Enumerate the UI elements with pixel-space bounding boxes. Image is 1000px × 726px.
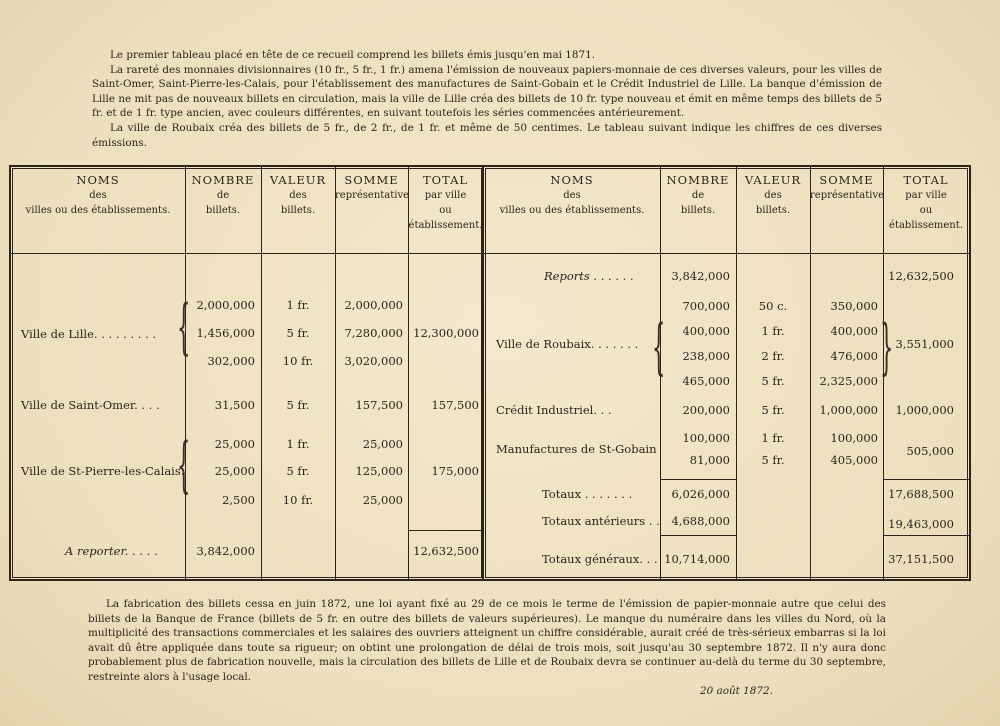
cell-valeur: 5 fr.	[761, 374, 785, 388]
cell-nombre: 25,000	[214, 464, 255, 478]
cell-nombre: 2,000,000	[196, 298, 255, 312]
left-table	[9, 165, 485, 581]
cell-valeur: 5 fr.	[761, 403, 785, 417]
cell-nombre: 238,000	[682, 349, 730, 363]
intro-text	[92, 48, 882, 150]
cell-total: 37,151,500	[888, 552, 954, 566]
header-somme: SOMME représentative	[335, 173, 410, 201]
cell-somme: 1,000,000	[819, 403, 878, 417]
cell-nombre: 700,000	[682, 299, 730, 313]
cell-valeur: 1 fr.	[286, 298, 310, 312]
header-valeur: VALEUR des billets.	[269, 173, 327, 216]
brace-icon: {	[652, 312, 666, 382]
brace-icon: {	[177, 292, 191, 362]
cell-valeur: 1 fr.	[761, 431, 785, 445]
cell-total: 175,000	[431, 464, 479, 478]
row-name-saint-pierre: Ville de St-Pierre-les-Calais.	[21, 464, 185, 478]
intro-paragraph-2: La rareté des monnaies divisionnaires (10 fr., 5 fr., 1 fr.) amena l'émission de nouveaux papiers-monnaie de ces diverses valeurs, pour les villes de Saint-Omer, Saint-Pierre-les-Calais, pour l'établissement des manufactures de Saint-Gobain et le Crédit Industriel de Lille. La banque d'émission de Lille ne mit pas de nouveaux billets en circulation, mais la ville de Lille créa des billets de 10 fr. type nouveau et émit en même temps des billets de 5 fr. et de 1 fr. type ancien, avec couleurs différentes, en suivant toutefois les séries commencées antérieurement.	[92, 63, 882, 120]
cell-somme: 476,000	[830, 349, 878, 363]
cell-valeur: 2 fr.	[761, 349, 785, 363]
cell-valeur: 5 fr.	[286, 326, 310, 340]
row-name-st-gobain: Manufactures de St-Gobain	[496, 442, 657, 456]
cell-somme: 25,000	[362, 437, 403, 451]
cell-valeur: 1 fr.	[761, 324, 785, 338]
header-nombre: NOMBRE de billets.	[191, 173, 255, 216]
cell-valeur: 5 fr.	[286, 398, 310, 412]
header-total: TOTAL par ville ou établissement.	[889, 173, 963, 231]
intro-paragraph-3: La ville de Roubaix créa des billets de 5 fr., de 2 fr., de 1 fr. et même de 50 centimes. Le tableau suivant indique les chiffres de ces diverses émissions.	[92, 121, 882, 149]
cell-total: 12,300,000	[413, 326, 479, 340]
cell-valeur: 5 fr.	[761, 453, 785, 467]
intro-paragraph-1: Le premier tableau placé en tête de ce recueil comprend les billets émis jusqu'en mai 1871.	[110, 49, 596, 61]
cell-total: 19,463,000	[888, 517, 954, 531]
header-nombre: NOMBRE de billets.	[666, 173, 730, 216]
cell-somme: 100,000	[830, 431, 878, 445]
cell-total: 3,551,000	[895, 337, 954, 351]
cell-somme: 125,000	[355, 464, 403, 478]
cell-somme: 2,325,000	[819, 374, 878, 388]
cell-somme: 3,020,000	[344, 354, 403, 368]
cell-nombre: 2,500	[222, 493, 255, 507]
row-totaux: Totaux . . . . . . .	[542, 487, 633, 501]
header-somme: SOMME représentative	[810, 173, 885, 201]
header-total: TOTAL par ville ou établissement.	[408, 173, 483, 231]
cell-valeur: 10 fr.	[282, 493, 314, 507]
cell-total: 157,500	[431, 398, 479, 412]
cell-nombre: 6,026,000	[671, 487, 730, 501]
cell-somme: 400,000	[830, 324, 878, 338]
cell-nombre: 81,000	[689, 453, 730, 467]
cell-nombre: 100,000	[682, 431, 730, 445]
cell-valeur: 5 fr.	[286, 464, 310, 478]
cell-nombre: 31,500	[214, 398, 255, 412]
cell-nombre: 4,688,000	[671, 514, 730, 528]
row-totaux-generaux: Totaux généraux. . .	[542, 552, 658, 566]
cell-somme: 405,000	[830, 453, 878, 467]
cell-somme: 2,000,000	[344, 298, 403, 312]
row-name-lille: Ville de Lille. . . . . . . . .	[21, 327, 157, 341]
cell-valeur: 1 fr.	[286, 437, 310, 451]
cell-nombre: 1,456,000	[196, 326, 255, 340]
right-table	[482, 165, 971, 581]
cell-somme: 157,500	[355, 398, 403, 412]
cell-total: 505,000	[906, 444, 954, 458]
row-totaux-anterieurs: Totaux antérieurs . .	[542, 514, 660, 528]
cell-total: 12,632,500	[413, 544, 479, 558]
cell-nombre: 25,000	[214, 437, 255, 451]
closing-text	[88, 597, 886, 685]
header-valeur: VALEUR des billets.	[744, 173, 802, 216]
header-noms: NOMS des villes ou des établissements.	[499, 173, 645, 216]
cell-somme: 7,280,000	[344, 326, 403, 340]
cell-valeur: 50 c.	[758, 299, 788, 313]
cell-total: 12,632,500	[888, 269, 954, 283]
row-a-reporter: A reporter. . . . .	[65, 544, 158, 558]
header-noms: NOMS des villes ou des établissements.	[25, 173, 171, 216]
brace-icon: }	[880, 312, 894, 382]
cell-nombre: 10,714,000	[664, 552, 730, 566]
date-signature: 20 août 1872.	[700, 685, 773, 697]
cell-nombre: 3,842,000	[671, 269, 730, 283]
cell-valeur: 10 fr.	[282, 354, 314, 368]
cell-nombre: 400,000	[682, 324, 730, 338]
cell-nombre: 200,000	[682, 403, 730, 417]
closing-paragraph: La fabrication des billets cessa en juin 1872, une loi ayant fixé au 29 de ce mois le terme de l'émission de papier-monnaie autre que celui des billets de la Banque de France (billets de 5 fr. en outre des billets de valeurs supérieures). Le manque du numéraire dans les villes du Nord, où la multiplicité des transactions commerciales et les salaires des ouvriers atteignent un chiffre considérable, aurait créé de très-sérieux embarras si la loi avait dû être appliquée dans toute sa rigueur; on obtint une prolongation de délai de trois mois, soit jusqu'au 30 septembre 1872. Il n'y aura donc probablement plus de fabrication nouvelle, mais la circulation des billets de Lille et de Roubaix devra se continuer au-delà du terme du 30 septembre, restreinte alors à l'usage local.	[88, 598, 886, 683]
row-name-roubaix: Ville de Roubaix. . . . . . .	[496, 337, 639, 351]
cell-nombre: 302,000	[207, 354, 255, 368]
row-name-saint-omer: Ville de Saint-Omer. . . .	[21, 398, 160, 412]
cell-somme: 25,000	[362, 493, 403, 507]
brace-icon: {	[177, 430, 191, 500]
row-name-credit-industriel: Crédit Industriel. . .	[496, 403, 612, 417]
row-reports: Reports . . . . . .	[544, 269, 634, 283]
cell-nombre: 3,842,000	[196, 544, 255, 558]
cell-total: 17,688,500	[888, 487, 954, 501]
cell-somme: 350,000	[830, 299, 878, 313]
cell-total: 1,000,000	[895, 403, 954, 417]
cell-nombre: 465,000	[682, 374, 730, 388]
